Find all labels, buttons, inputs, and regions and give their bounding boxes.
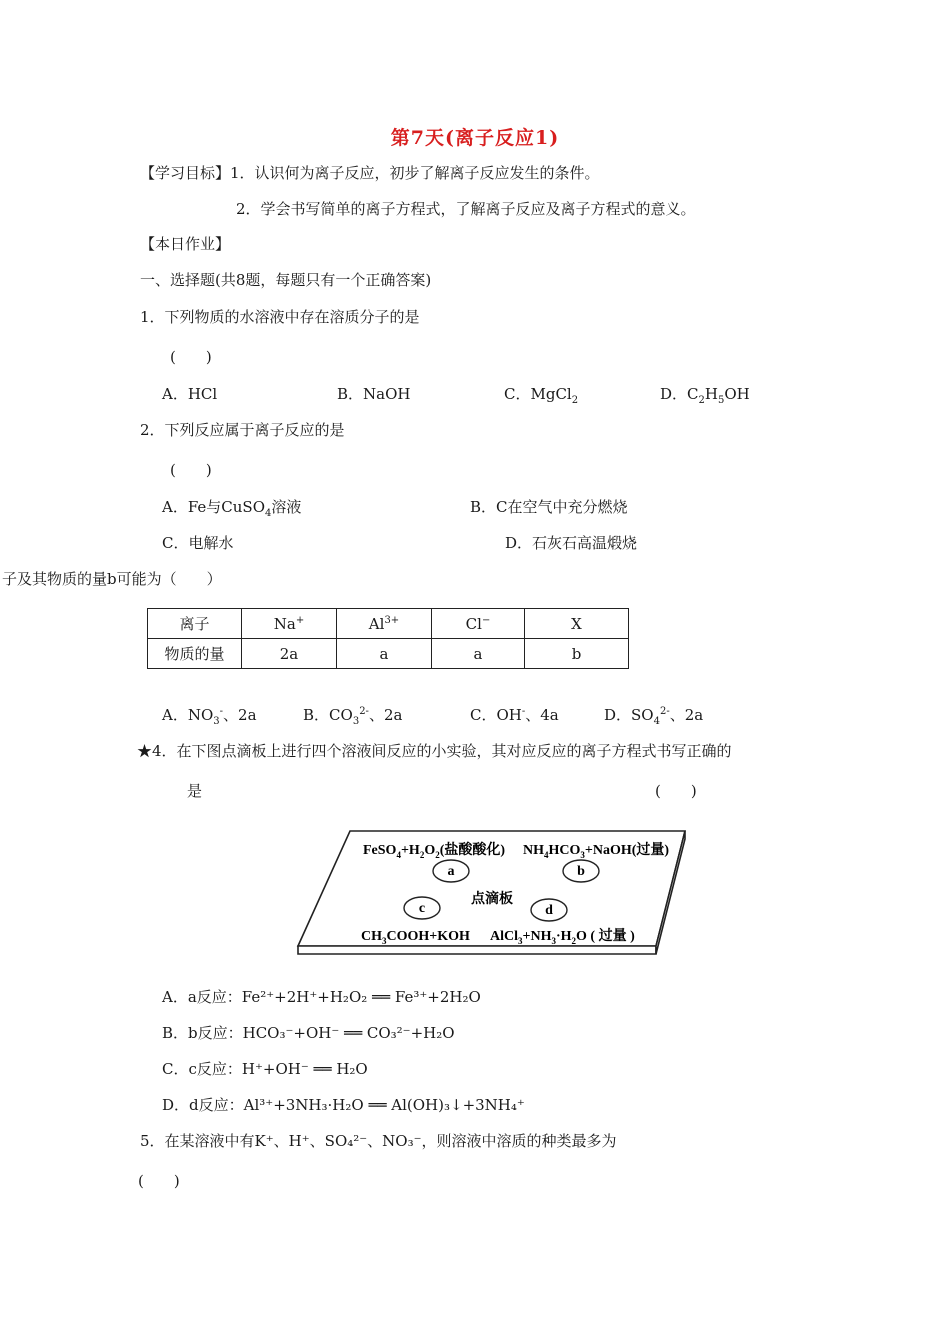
well-b-reagents: $NH_4HCO_3+NaOH$(过量) — [523, 843, 670, 860]
q5-answer-bracket: ( ) — [138, 1172, 180, 1190]
q1-stem: 1．下列物质的水溶液中存在溶质分子的是 — [140, 308, 420, 326]
well-d-label: d — [545, 903, 553, 918]
q3-stem: 子及其物质的量b可能为（ ） — [2, 570, 222, 588]
well-a-label: a — [447, 864, 455, 879]
q4-option-d: D．d反应：Al³⁺+3NH₃·H₂O ══ Al(OH)₃↓+3NH₄⁺ — [162, 1096, 525, 1114]
table-cell: 2a — [242, 639, 337, 669]
q2-answer-bracket: ( ) — [170, 461, 212, 479]
q3-option-c: C．OH-、4a — [470, 706, 559, 724]
table-cell: a — [432, 639, 525, 669]
q3-option-d: D．$SO_4^{2-}$、2a — [604, 706, 704, 727]
q3-option-b: B．$CO_3^{2-}$、2a — [303, 706, 403, 727]
q4-option-a: A．a反应：Fe²⁺+2H⁺+H₂O₂ ══ Fe³⁺+2H₂O — [162, 988, 481, 1006]
q4-option-c: C．c反应：H⁺+OH⁻ ══ H₂O — [162, 1060, 368, 1078]
table-cell: Cl− — [432, 609, 525, 639]
q4-option-b: B．b反应：HCO₃⁻+OH⁻ ══ CO₃²⁻+H₂O — [162, 1024, 455, 1042]
q2-option-d: D．石灰石高温煅烧 — [505, 534, 638, 552]
table-row — [148, 609, 629, 639]
objectives-label: 【学习目标】 — [140, 164, 231, 182]
q1-option-d: D．$C_2H_5OH$ — [660, 385, 750, 406]
q4-stem-cont: 是 — [187, 782, 203, 800]
plate-center-label: 点滴板 — [471, 892, 513, 907]
well-c-label: c — [418, 901, 426, 916]
table-cell: a — [337, 639, 432, 669]
q4-answer-bracket: ( ) — [655, 782, 697, 800]
q1-option-b: B．NaOH — [337, 385, 411, 403]
q2-stem: 2．下列反应属于离子反应的是 — [140, 421, 345, 439]
q2-option-c: C．电解水 — [162, 534, 234, 552]
q1-option-c: C．MgCl$_2$ — [504, 385, 579, 406]
table-row — [148, 639, 629, 669]
table-cell: 物质的量 — [148, 639, 242, 669]
q2-option-b: B．C在空气中充分燃烧 — [470, 498, 628, 516]
q1-option-a: A．HCl — [162, 385, 218, 403]
table-cell: $Al^{3+}$ — [337, 609, 432, 639]
q4-stem: ★4．在下图点滴板上进行四个溶液间反应的小实验，其对应反应的离子方程式书写正确的 — [137, 742, 732, 760]
table-cell: Na+ — [242, 609, 337, 639]
plate-front — [298, 946, 656, 954]
section-title: 一、选择题(共8题，每题只有一个正确答案) — [140, 271, 432, 289]
ion-table — [147, 608, 629, 669]
q5-stem: 5．在某溶液中有K⁺、H⁺、SO₄²⁻、NO₃⁻，则溶液中溶质的种类最多为 — [140, 1132, 617, 1150]
q1-answer-bracket: ( ) — [170, 348, 212, 366]
well-a-reagents: $FeSO_4+H_2O_2$(盐酸酸化) — [363, 843, 506, 860]
spot-plate-diagram — [290, 828, 690, 960]
well-d-reagents: $AlCl_3+NH_3\cdot H_2O$ ( 过量 ) — [490, 929, 635, 946]
objectives-line-1 — [140, 163, 600, 183]
well-b-label: b — [577, 864, 585, 879]
objective-2: 2．学会书写简单的离子方程式，了解离子反应及离子方程式的意义。 — [236, 200, 696, 218]
q3-option-a: A．$NO_3^-$、2a — [162, 706, 257, 727]
homework-label: 【本日作业】 — [140, 235, 231, 253]
q2-option-a: A．Fe与CuSO$_4$溶液 — [162, 498, 302, 519]
table-cell: b — [525, 639, 629, 669]
well-c-reagents: $CH_3COOH+KOH$ — [361, 929, 470, 946]
page-title: 第7天(离子反应1) — [390, 127, 560, 149]
table-cell: 离子 — [148, 609, 242, 639]
table-cell: X — [525, 609, 629, 639]
objective-1: 1．认识何为离子反应，初步了解离子反应发生的条件。 — [230, 164, 600, 182]
